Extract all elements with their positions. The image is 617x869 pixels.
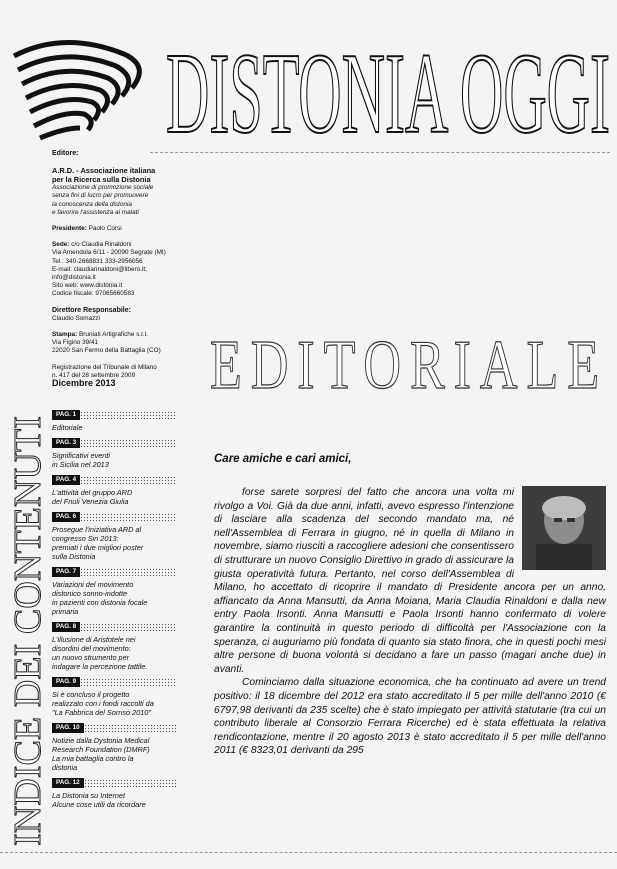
toc-entry-title: Editoriale bbox=[52, 423, 83, 432]
sede-label: Sede: bbox=[52, 241, 70, 249]
toc-page-badge: PAG. 6 bbox=[52, 512, 80, 522]
masthead-divider bbox=[150, 152, 610, 153]
sede-line: Tel.: 340-2668831 333-2956056 bbox=[52, 257, 143, 265]
table-of-contents bbox=[52, 410, 176, 815]
toc-page-badge: PAG. 8 bbox=[52, 622, 80, 632]
toc-page-badge: PAG. 4 bbox=[52, 475, 80, 485]
body-paragraph: forse sarete sorpresi del fatto che ancora una volta mi rivolgo a Voi. Già da due anni, infatti, avevo espresso l'intenzione di lasciare alla scadenza del secondo mandato ma, né nell'Assemblea di Ferrara in giugno, né in quella di Milano in novembre, siamo riusciti a raccogliere adesioni che consentissero di strutturare un nuovo Consiglio Direttivo in grado di assicurare la giusta operatività futura. Pertanto, nel corso dell'Assemblea di Milano, ho accettato di ricoprire il mandato di Presidente ancora per un anno, affiancato da Anna Mansutti, da Anna Moiana, Maria Claudia Rinaldoni e dalla new entry Paola Irsonti. Anna Mansutti e Paola Irsonti hanno confermato di volere garantire la continuità in questo periodo di difficoltà per l'Associazione con la speranza, ci auguriamo più fondata di quanto sia stato finora, che in questi pochi mesi altre persone di buona volontà si decidano a fare un passo (magari anche due) in avanti. bbox=[214, 487, 606, 675]
registrazione-line: n. 417 del 28 settembre 2009 bbox=[52, 371, 136, 379]
sede-line: c/o Claudia Rinaldoni bbox=[71, 241, 132, 249]
direttore-label: Direttore Responsabile: bbox=[52, 306, 131, 314]
toc-dotted-rule bbox=[80, 476, 176, 484]
toc-page-badge: PAG. 10 bbox=[52, 723, 84, 733]
colophon bbox=[52, 150, 202, 380]
direttore-value: Claudio Somazzi bbox=[52, 314, 100, 322]
toc-dotted-rule bbox=[84, 779, 176, 787]
stampa-label: Stampa: bbox=[52, 331, 78, 339]
masthead-title bbox=[166, 14, 612, 150]
toc-page-badge: PAG. 3 bbox=[52, 438, 80, 448]
toc-entry[interactable] bbox=[52, 778, 176, 809]
toc-entry-title: Notizie dalla Dystonia Medical Research Foundation (DMRF) La mia battaglia contro la distonia bbox=[52, 736, 150, 772]
toc-entry-title: Si è concluso il progetto realizzato con i fondi raccolti da "La Fabbrica del Sorriso 2010" bbox=[52, 690, 154, 717]
sede-line: Codice fiscale: 97065660583 bbox=[52, 290, 135, 298]
waves-logo-icon bbox=[4, 36, 150, 148]
org-desc-line: Associazione di promozione sociale bbox=[52, 184, 154, 192]
presidente-value: Paolo Corsi bbox=[88, 225, 122, 233]
toc-entry-title: L'illusione di Aristotele nei disordini del movimento: un nuovo strumento per indagare la percezione tattile. bbox=[52, 635, 148, 671]
editore-label: Editore: bbox=[52, 150, 79, 157]
toc-entry-title: La Distonia su Internet Alcune cose utili da ricordare bbox=[52, 791, 146, 809]
author-portrait-photo bbox=[522, 486, 606, 570]
stampa-line: 22020 San Fermo della Battaglia (CO) bbox=[52, 347, 161, 355]
toc-entry[interactable] bbox=[52, 723, 176, 772]
presidente bbox=[52, 225, 202, 233]
toc-dotted-rule bbox=[80, 411, 176, 419]
sede-line: Via Amendola 6/11 - 20090 Segrate (MI) bbox=[52, 249, 166, 257]
toc-page-badge: PAG. 9 bbox=[52, 677, 80, 687]
stampa-line: Via Figino 39/41 bbox=[52, 339, 99, 347]
toc-entry-title: Prosegue l'iniziativa ARD al congresso Sin 2013: premiati i due migliori poster sulla Distonia bbox=[52, 525, 144, 561]
registrazione-line: Registrazione del Tribunale di Milano bbox=[52, 363, 157, 371]
org-desc-line: la conoscenza della distonia bbox=[52, 200, 132, 208]
body-paragraph: Cominciamo dalla situazione economica, che ha continuato ad avere un trend positivo: il 18 dicembre del 2012 era stato accreditato il 5 per mille dell'anno 2010 (€ 6797,98 derivanti da 235 scelte) che è stato impiegato per attività statutarie (tra cui un contributo liberale al Consorzio Ferrara Ricerche) ed è stata effettuata la relativa rendicontazione, mentre il 20 agosto 2013 è stato accreditato il 5 per mille dell'anno 2011 (€ 8323,01 derivanti da 295 bbox=[214, 677, 606, 757]
sede-line: E-mail: claudiarinaldoni@libero.it; bbox=[52, 265, 147, 273]
toc-page-badge: PAG. 7 bbox=[52, 567, 80, 577]
toc-dotted-rule bbox=[84, 724, 176, 732]
org-name-line: per la Ricerca sulla Distonia bbox=[52, 175, 151, 185]
toc-entry[interactable] bbox=[52, 567, 176, 616]
toc-entry[interactable] bbox=[52, 410, 176, 432]
toc-dotted-rule bbox=[80, 623, 176, 631]
toc-entry[interactable] bbox=[52, 622, 176, 671]
salutation: Care amiche e cari amici, bbox=[214, 453, 352, 465]
toc-entry-title: L'attività del gruppo ARD del Friuli Venezia Giulia bbox=[52, 488, 133, 506]
stampa-line: Bruniati Artigrafiche s.r.l. bbox=[79, 331, 148, 339]
toc-page-badge: PAG. 1 bbox=[52, 410, 80, 420]
svg-text:INDICE DEI CONTENUTI: INDICE DEI CONTENUTI bbox=[7, 417, 49, 846]
svg-text:EDITORIALE: EDITORIALE bbox=[210, 328, 608, 398]
toc-entry-title: Significativi eventi in Sicilia nel 2013 bbox=[52, 451, 110, 469]
article-body bbox=[214, 486, 606, 758]
toc-entry[interactable] bbox=[52, 512, 176, 561]
stampa bbox=[52, 331, 202, 339]
toc-dotted-rule bbox=[80, 568, 176, 576]
page-edge-divider bbox=[0, 852, 617, 853]
toc-entry[interactable] bbox=[52, 475, 176, 506]
toc-dotted-rule bbox=[80, 439, 176, 447]
toc-entry[interactable] bbox=[52, 677, 176, 717]
toc-entry-title: Variazioni del movimento distonico sonno-indotte in pazienti con distonia focale primaria bbox=[52, 580, 148, 616]
toc-page-badge: PAG. 12 bbox=[52, 778, 84, 788]
presidente-label: Presidente: bbox=[52, 225, 87, 233]
svg-text:DISTONIA OGGI: DISTONIA OGGI bbox=[166, 30, 610, 150]
sede bbox=[52, 241, 202, 249]
toc-dotted-rule bbox=[80, 678, 176, 686]
org-desc-line: e favorire l'assistenza ai malati bbox=[52, 208, 139, 216]
website-line[interactable]: Sito web: www.distonia.it bbox=[52, 282, 123, 290]
index-title bbox=[2, 410, 50, 850]
org-desc-line: senza fini di lucro per promuovere bbox=[52, 192, 149, 200]
editoriale-heading bbox=[210, 328, 610, 398]
toc-dotted-rule bbox=[80, 513, 176, 521]
org-name-line: A.R.D. - Associazione italiana bbox=[52, 166, 156, 176]
toc-entry[interactable] bbox=[52, 438, 176, 469]
issue-date: Dicembre 2013 bbox=[52, 378, 116, 388]
sede-line: info@distonia.it bbox=[52, 274, 96, 282]
